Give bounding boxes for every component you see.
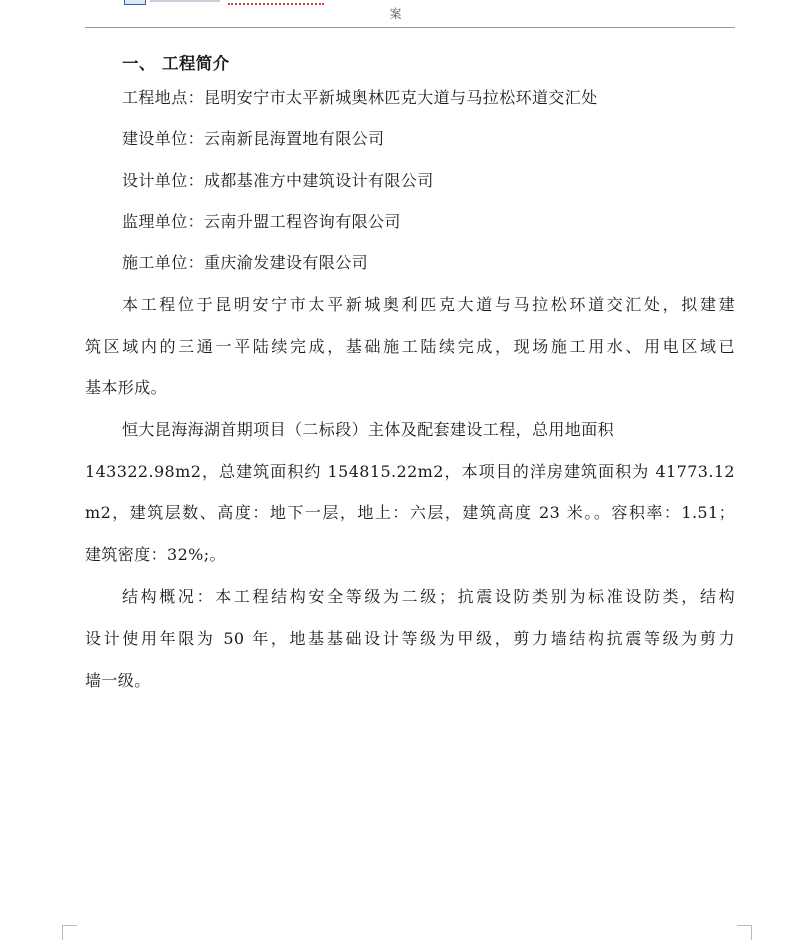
info-line-designer: 设计单位：成都基准方中建筑设计有限公司 (122, 171, 434, 190)
paragraph-line: 建筑密度：32%;。 (85, 545, 226, 564)
section-heading: 一、 工程简介 (122, 54, 230, 73)
paragraph-line: 恒大昆海海湖首期项目（二标段）主体及配套建设工程，总用地面积 (122, 420, 615, 439)
header-divider (85, 27, 735, 28)
info-line-location: 工程地点：昆明安宁市太平新城奥林匹克大道与马拉松环道交汇处 (122, 88, 598, 107)
paragraph-line: 143322.98m2，总建筑面积约 154815.22m2，本项目的洋房建筑面积为 41773.12 (85, 462, 735, 481)
page-header-text: 案 (389, 7, 402, 21)
paragraph-line: 本工程位于昆明安宁市太平新城奥利匹克大道与马拉松环道交汇处，拟建建 (122, 295, 735, 314)
info-line-contractor: 施工单位：重庆渝发建设有限公司 (122, 253, 369, 272)
paragraph-line: 基本形成。 (85, 378, 168, 397)
page-corner-mark-left (62, 925, 77, 940)
paragraph-line: 结构概况：本工程结构安全等级为二级；抗震设防类别为标准设防类，结构 (122, 587, 735, 606)
paragraph-line: 筑区域内的三通一平陆续完成，基础施工陆续完成，现场施工用水、用电区域已 (85, 337, 735, 356)
page-corner-mark-right (737, 925, 752, 940)
paragraph-line: 设计使用年限为 50 年，地基基础设计等级为甲级，剪力墙结构抗震等级为剪力 (85, 629, 735, 648)
paragraph-line: 墙一级。 (85, 671, 151, 690)
info-line-owner: 建设单位：云南新昆海置地有限公司 (122, 129, 385, 148)
paragraph-line: m2，建筑层数、高度：地下一层，地上：六层，建筑高度 23 米。。容积率：1.51； (85, 503, 735, 522)
info-line-supervisor: 监理单位：云南升盟工程咨询有限公司 (122, 212, 401, 231)
header-title-fragment (150, 0, 220, 2)
